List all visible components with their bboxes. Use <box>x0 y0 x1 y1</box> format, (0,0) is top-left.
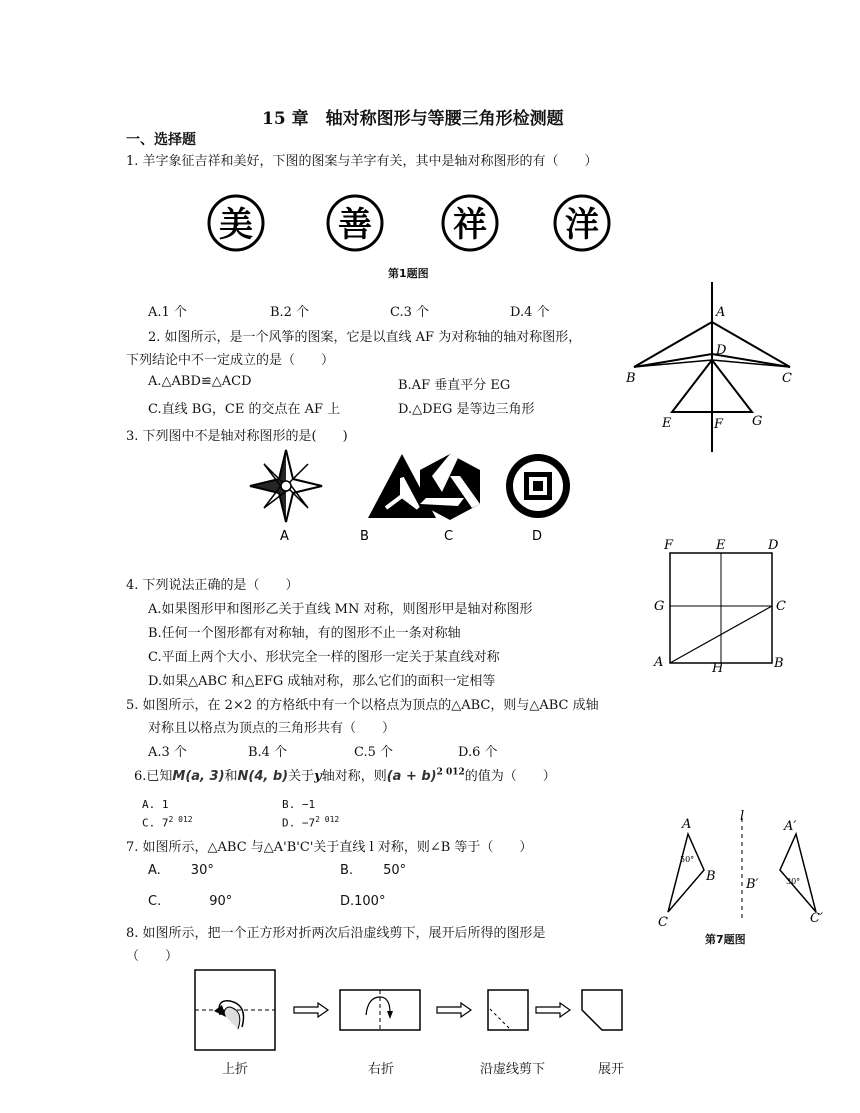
q5-option-d: D.6 个 <box>458 745 498 760</box>
kite-label-b: B <box>626 371 636 386</box>
q7-option-b: B. 50° <box>340 863 407 878</box>
q6-tail: 的值为（ ） <box>464 769 556 784</box>
q2-option-b: B.AF 垂直平分 EG <box>398 378 511 393</box>
q6-pre: 6.已知 <box>134 769 173 784</box>
q6-option-b: B. −1 <box>282 798 316 811</box>
tri-label-a-prime: A′ <box>784 819 797 834</box>
q7-option-d: D.100° <box>340 894 386 909</box>
grid-label-d: D <box>768 538 779 553</box>
q1-figure <box>200 190 620 260</box>
grid-label-a: A <box>654 655 664 670</box>
q5-option-b: B.4 个 <box>248 745 288 760</box>
q6-point-n: N(4, b) <box>237 769 289 784</box>
q7-text: 7. 如图所示，△ABC 与△A'B'C'关于直线 l 对称，则∠B 等于（ ） <box>126 840 533 855</box>
tri-label-a: A <box>682 817 692 832</box>
q8-step-3: 沿虚线剪下 <box>480 1062 546 1077</box>
q8-step-4: 展开 <box>598 1062 625 1077</box>
q6-post: 轴对称，则 <box>321 769 387 784</box>
q3-label-a: A <box>280 529 289 544</box>
q5-option-a: A.3 个 <box>148 745 187 760</box>
q8-step-2: 右折 <box>368 1062 395 1077</box>
q7-caption: 第7题图 <box>705 933 746 946</box>
q4-option-b: B.任何一个图形都有对称轴，有的图形不止一条对称轴 <box>148 626 461 641</box>
q1-caption: 第1题图 <box>388 267 429 280</box>
q4-option-d: D.如果△ABC 和△EFG 成轴对称，那么它们的面积一定相等 <box>148 674 496 689</box>
q1-option-b: B.2 个 <box>270 305 310 320</box>
char-3: 祥 <box>453 205 487 245</box>
tri-angle-50: 50° <box>680 855 695 864</box>
q1-text: 1. 羊字象征吉祥和美好，下图的图案与羊字有关，其中是轴对称图形的有（ ） <box>126 154 598 169</box>
char-circle-1 <box>209 196 263 250</box>
char-circle-3 <box>443 196 497 250</box>
kite-label-g: G <box>752 414 763 429</box>
tri-label-l: l <box>740 809 745 824</box>
q2-line2: 下列结论中不一定成立的是（ ） <box>126 353 335 368</box>
grid-label-c: C <box>776 599 786 614</box>
char-4: 洋 <box>565 205 599 245</box>
q1-option-d: D.4 个 <box>510 305 550 320</box>
section-heading: 一、选择题 <box>126 132 196 148</box>
q2-option-c: C.直线 BG，CE 的交点在 AF 上 <box>148 402 341 417</box>
kite-label-f: F <box>714 417 724 432</box>
kite-label-d: D <box>716 343 727 358</box>
char-circle-2 <box>328 196 382 250</box>
grid-label-f: F <box>664 538 674 553</box>
char-1: 美 <box>219 205 253 245</box>
tri-label-b: B <box>706 869 716 884</box>
grid-figure <box>650 536 800 676</box>
q3-label-d: D <box>532 529 543 544</box>
q3-shape-d <box>506 454 570 518</box>
q1-option-a: A.1 个 <box>148 305 187 320</box>
q8-line2: （ ） <box>126 949 179 964</box>
q3-text: 3. 下列图中不是轴对称图形的是( ) <box>126 429 348 444</box>
q6-expr: (a + b) <box>386 769 437 784</box>
tri-angle-30: 30° <box>786 877 801 886</box>
q8-line1: 8. 如图所示，把一个正方形对折两次后沿虚线剪下，展开后所得的图形是 <box>126 926 546 941</box>
grid-label-e: E <box>716 538 726 553</box>
q7-option-a: A. 30° <box>148 863 214 878</box>
kite-figure <box>620 282 800 454</box>
q2-option-a: A.△ABD≌△ACD <box>148 374 252 389</box>
q6-line <box>134 765 556 784</box>
grid-label-g: G <box>654 599 665 614</box>
triangles-figure <box>650 808 830 948</box>
page-title: 15 章 轴对称图形与等腰三角形检测题 <box>262 109 564 129</box>
q7-option-c: C. 90° <box>148 894 233 909</box>
q6-and: 和 <box>224 769 238 784</box>
q2-line1: 2. 如图所示，是一个风筝的图案，它是以直线 AF 为对称轴的轴对称图形， <box>148 330 582 345</box>
q1-option-c: C.3 个 <box>390 305 430 320</box>
tri-label-b-prime: B′ <box>746 877 759 892</box>
q5-option-c: C.5 个 <box>354 745 394 760</box>
q8-step-1: 上折 <box>222 1062 249 1077</box>
kite-label-c: C <box>782 371 792 386</box>
q6-option-d: D. $-7^{2 012}$ <box>282 815 340 830</box>
q3-label-b: B <box>360 529 369 544</box>
char-2: 善 <box>338 205 372 245</box>
q3-label-c: C <box>444 529 454 544</box>
q3-figure <box>248 450 588 542</box>
kite-label-e: E <box>662 416 672 431</box>
q4-text: 4. 下列说法正确的是（ ） <box>126 578 299 593</box>
tri-label-c-prime: C′ <box>810 911 823 926</box>
q5-line2: 对称且以格点为顶点的三角形共有（ ） <box>148 721 396 736</box>
grid-label-h: H <box>712 661 724 676</box>
char-circle-4 <box>555 196 609 250</box>
q6-exp: 2 012 <box>436 767 465 778</box>
q6-option-a: A. 1 <box>142 798 169 811</box>
q2-option-d: D.△DEG 是等边三角形 <box>398 402 535 417</box>
q6-option-c: C. $7^{2 012}$ <box>142 815 193 830</box>
q3-shape-a <box>250 450 322 522</box>
q4-option-c: C.平面上两个大小、形状完全一样的图形一定关于某直线对称 <box>148 650 500 665</box>
q6-mid: 关于 <box>288 769 315 784</box>
q5-line1: 5. 如图所示，在 2×2 的方格纸中有一个以格点为顶点的△ABC，则与△ABC 成轴 <box>126 698 599 713</box>
q6-y: y <box>314 769 322 784</box>
grid-label-b: B <box>774 656 784 671</box>
q6-point-m: M(a, 3) <box>172 769 225 784</box>
fold-figure <box>190 965 640 1055</box>
kite-label-a: A <box>716 305 726 320</box>
q4-option-a: A.如果图形甲和图形乙关于直线 MN 对称，则图形甲是轴对称图形 <box>148 602 533 617</box>
tri-label-c: C <box>658 915 668 930</box>
